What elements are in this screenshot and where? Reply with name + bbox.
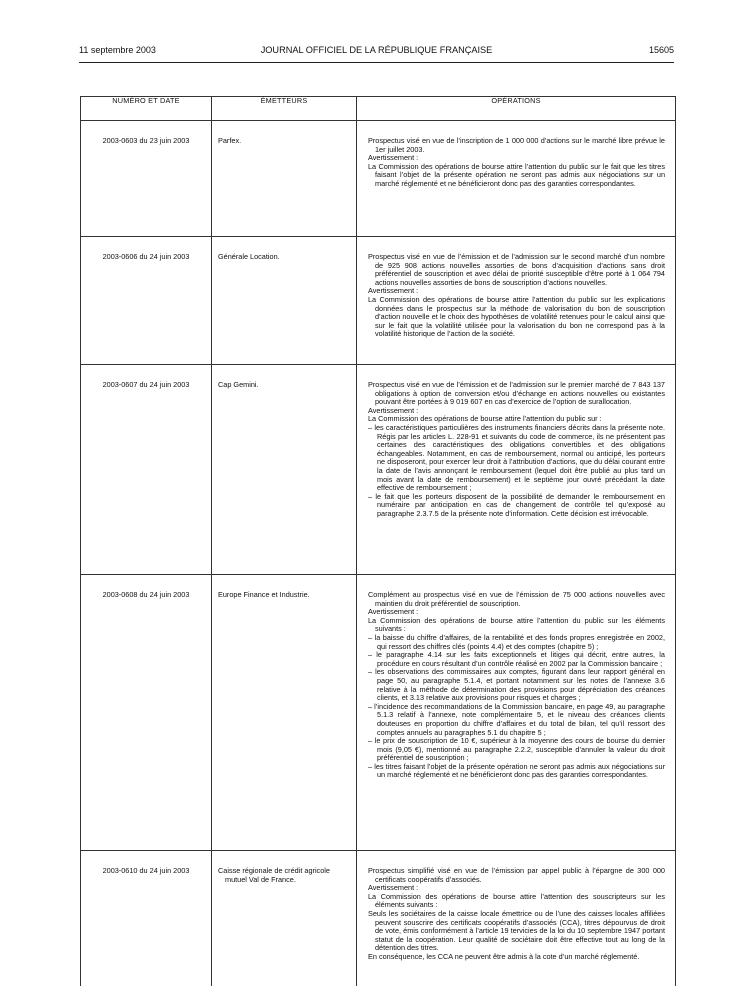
row-number-date: 2003-0603 du 23 juin 2003 bbox=[81, 121, 212, 237]
page-header bbox=[79, 45, 674, 59]
row-issuer: Parfex. bbox=[212, 121, 357, 237]
issuer-name: Caisse régionale de crédit agricole mutuel Val de France. bbox=[218, 866, 330, 884]
warning-item: – les caractéristiques particulières des instruments financiers décrits dans la présente note. Régis par les articles L. 228-91 et suivants du code de commerce, ils ne présentent pas certaines des caractéristiques des obligations convertibles et des obligations échangeables. Notamment, en cas de remboursement, normal ou anticipé, les porteurs ne disposeront, pour exercer leur droit à l’attribution d’actions, que du délai courant entre la date de l’avis annonçant le remboursement (lequel doit être publié au plus tard un mois avant la date de remboursement) et le septième jour ouvré précédant la date effective de remboursement ; bbox=[368, 422, 665, 493]
table-row bbox=[81, 237, 676, 365]
warning-item: – les observations des commissaires aux comptes, figurant dans leur rapport général en page 50, au paragraphe 5.1.4, et portant notamment sur les notes de l’annexe 3.6 relative à la méthode de détermination des provisions pour dépréciation des créances clients, et 3.13 relative aux provisions pour risques et charges ; bbox=[368, 667, 665, 703]
table-row bbox=[81, 365, 676, 575]
warning-paragraph: En conséquence, les CCA ne peuvent être admis à la cote d’un marché réglementé. bbox=[368, 951, 640, 961]
header-date: 11 septembre 2003 bbox=[79, 45, 156, 55]
warning-heading: Avertissement : bbox=[368, 153, 419, 163]
row-issuer: Générale Location. bbox=[212, 237, 357, 365]
warning-heading: Avertissement : bbox=[368, 286, 419, 296]
row-operations bbox=[357, 121, 676, 237]
table-row bbox=[81, 575, 676, 851]
journal-title: JOURNAL OFFICIEL DE LA RÉPUBLIQUE FRANÇAISE bbox=[260, 45, 493, 55]
row-number-date: 2003-0607 du 24 juin 2003 bbox=[81, 365, 212, 575]
table-row bbox=[81, 851, 676, 986]
operation-lead: Prospectus visé en vue de l’inscription de 1 000 000 d’actions sur le marché libre prévue le 1er juillet 2003. bbox=[368, 136, 665, 154]
row-issuer: Cap Gemini. bbox=[212, 365, 357, 575]
warning-paragraph: Seuls les sociétaires de la caisse locale émettrice ou de l’une des caisses locales affiliées peuvent souscrire des certificats coopératifs d’associés (CCA), titres dépourvus de droit de vote, émis conformément à l’article 19 tervicies de la loi du 10 septembre 1947 portant statut de la coopération. Leur qualité de sociétaire doit être effective tout au long de la détention des titres. bbox=[368, 908, 665, 953]
warning-item: – le fait que les porteurs disposent de la possibilité de demander le remboursement en numéraire par anticipation en cas de changement de contrôle tel qu’exposé au paragraphe 2.3.7.5 de la présente note d’information. Cette décision est irrévocable. bbox=[368, 491, 665, 518]
row-operations bbox=[357, 237, 676, 365]
warning-item: – le paragraphe 4.14 sur les faits exceptionnels et litiges qui décrit, entre autres, la procédure en cours résultant d’un contrôle réalisé en 2002 par la Commission bancaire ; bbox=[368, 650, 665, 668]
warning-item: – le prix de souscription de 10 €, supérieur à la moyenne des cours de bourse du dernier mois (9,05 €), mentionné au paragraphe 2.2.2, susceptible d’annuler la valeur du droit préférentiel de souscription ; bbox=[368, 736, 665, 763]
warning-intro: La Commission des opérations de bourse attire l’attention des souscripteurs sur les éléments suivants : bbox=[368, 891, 665, 910]
warning-item: – les titres faisant l’objet de la présente opération ne seront pas admis aux négociations sur un marché réglementé et ne bénéficieront donc pas des garanties correspondantes. bbox=[368, 761, 665, 780]
warning-text: La Commission des opérations de bourse attire l’attention du public sur les explications données dans le prospectus sur la méthode de valorisation du bon de souscription d’action nouvelle et le choix des hypothèses de volatilité retenues pour le calcul ainsi que sur le fait que la volatilité utilisée pour la valorisation du bon ne correspond pas à la volatilité historique de l’action de la société. bbox=[368, 294, 665, 339]
row-operations bbox=[357, 575, 676, 851]
row-operations bbox=[357, 365, 676, 575]
row-number-date: 2003-0610 du 24 juin 2003 bbox=[81, 851, 212, 986]
col-header-numero: NUMÉRO ET DATE bbox=[81, 97, 212, 121]
table-row bbox=[81, 121, 676, 237]
operation-lead: Prospectus visé en vue de l’émission et de l’admission sur le second marché d’un nombre de 925 908 actions nouvelles assorties de bons d’acquisition d’actions sans droit préférentiel de souscription et avec délai de priorité susceptible d’être porté à 1 064 794 actions nouvelles assorties de bons de souscription d’actions nouvelles. bbox=[368, 252, 665, 287]
row-number-date: 2003-0608 du 24 juin 2003 bbox=[81, 575, 212, 851]
warning-heading: Avertissement : bbox=[368, 607, 419, 617]
row-number-date: 2003-0606 du 24 juin 2003 bbox=[81, 237, 212, 365]
operation-lead: Prospectus visé en vue de l’émission et de l’admission sur le premier marché de 7 843 137 obligations à option de conversion et/ou d’échange en actions nouvelles ou existantes pouvant être portées à 9 019 607 en cas d’exercice de l’option de surallocation. bbox=[368, 380, 665, 407]
operation-lead: Prospectus simplifié visé en vue de l’émission par appel public à l’épargne de 300 000 certificats coopératifs d’associés. bbox=[368, 866, 665, 884]
col-header-operations: OPÉRATIONS bbox=[357, 97, 676, 121]
table-header-row bbox=[81, 97, 676, 121]
header-rule bbox=[79, 62, 674, 63]
row-issuer bbox=[212, 851, 357, 986]
warning-intro: La Commission des opérations de bourse attire l’attention du public sur : bbox=[368, 414, 602, 424]
warning-text: La Commission des opérations de bourse attire l’attention du public sur le fait que les titres faisant l’objet de la présente opération ne seront pas admis aux négociations sur un marché réglementé et ne bénéficieront donc pas des garanties correspondantes. bbox=[368, 161, 665, 188]
col-header-emetteurs: ÉMETTEURS bbox=[212, 97, 357, 121]
warning-intro: La Commission des opérations de bourse attire l’attention du public sur les éléments suivants : bbox=[368, 615, 665, 634]
page-number: 15605 bbox=[648, 45, 674, 55]
row-issuer: Europe Finance et Industrie. bbox=[212, 575, 357, 851]
operations-table bbox=[80, 96, 676, 986]
warning-heading: Avertissement : bbox=[368, 405, 419, 415]
warning-item: – la baisse du chiffre d’affaires, de la rentabilité et des fonds propres enregistrée en 2002, qui ressort des chiffres clés (points 4.4) et des comptes (chapitre 5) ; bbox=[368, 632, 665, 651]
warning-heading: Avertissement : bbox=[368, 883, 419, 893]
row-operations bbox=[357, 851, 676, 986]
operation-lead: Complément au prospectus visé en vue de l’émission de 75 000 actions nouvelles avec maintien du droit préférentiel de souscription. bbox=[368, 590, 665, 608]
warning-item: – l’incidence des recommandations de la Commission bancaire, en page 49, au paragraphe 5.1.3 relatif à l’annexe, note complémentaire 5, et le niveau des créances clients douteuses en proportion du chiffre d’affaires et du total de bilan, tel qu’il ressort des comptes annuels au paragraphes 5.1 du chapitre 5 ; bbox=[368, 701, 665, 737]
